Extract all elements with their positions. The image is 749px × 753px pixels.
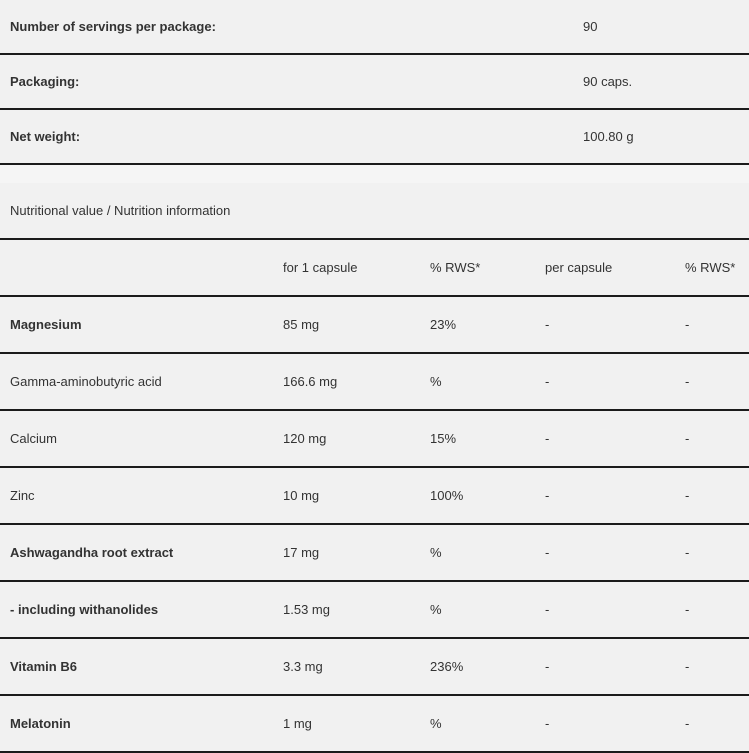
amount-per-capsule: - — [545, 488, 550, 503]
amount-for-1-capsule: 166.6 mg — [283, 374, 338, 389]
product-info-table — [0, 0, 749, 165]
rws-percent: 236% — [430, 659, 464, 674]
rws-percent-2: - — [685, 659, 690, 674]
ingredient-name: Melatonin — [10, 716, 71, 731]
ingredient-name: Ashwagandha root extract — [10, 545, 174, 560]
ingredient-name: Calcium — [10, 431, 57, 446]
amount-per-capsule: - — [545, 659, 550, 674]
table-gap — [0, 165, 749, 183]
rws-percent-2: - — [685, 488, 690, 503]
column-header: % RWS* — [685, 260, 736, 275]
nutrition-section-title: Nutritional value / Nutrition information — [10, 203, 231, 218]
nutrition-header-row — [0, 240, 749, 297]
ingredient-name: Zinc — [10, 488, 35, 503]
info-label: Number of servings per package: — [10, 19, 216, 34]
nutrition-table — [0, 183, 749, 753]
rws-percent-2: - — [685, 716, 690, 731]
rws-percent: 100% — [430, 488, 464, 503]
rws-percent-2: - — [685, 431, 690, 446]
nutrition-row — [0, 297, 749, 354]
amount-for-1-capsule: 1 mg — [283, 716, 312, 731]
ingredient-name: Gamma-aminobutyric acid — [10, 374, 162, 389]
amount-per-capsule: - — [545, 431, 550, 446]
amount-for-1-capsule: 85 mg — [283, 317, 320, 332]
column-header: % RWS* — [430, 260, 481, 275]
amount-per-capsule: - — [545, 602, 550, 617]
amount-for-1-capsule: 10 mg — [283, 488, 320, 503]
amount-for-1-capsule: 17 mg — [283, 545, 320, 560]
amount-for-1-capsule: 1.53 mg — [283, 602, 330, 617]
info-label: Net weight: — [10, 129, 81, 144]
rws-percent: % — [430, 602, 442, 617]
ingredient-name: - including withanolides — [10, 602, 159, 617]
amount-for-1-capsule: 120 mg — [283, 431, 327, 446]
nutrition-row — [0, 411, 749, 468]
nutrition-row — [0, 468, 749, 525]
rws-percent-2: - — [685, 317, 690, 332]
info-value: 100.80 g — [583, 129, 634, 144]
info-row — [0, 110, 749, 165]
amount-for-1-capsule: 3.3 mg — [283, 659, 323, 674]
amount-per-capsule: - — [545, 716, 550, 731]
info-value: 90 — [583, 19, 598, 34]
rws-percent: 23% — [430, 317, 457, 332]
info-label: Packaging: — [10, 74, 80, 89]
rws-percent: % — [430, 374, 442, 389]
column-header: per capsule — [545, 260, 613, 275]
nutrition-section-row — [0, 183, 749, 240]
rws-percent: % — [430, 545, 442, 560]
amount-per-capsule: - — [545, 374, 550, 389]
rws-percent-2: - — [685, 374, 690, 389]
info-row — [0, 0, 749, 55]
nutrition-row — [0, 639, 749, 696]
rws-percent: % — [430, 716, 442, 731]
amount-per-capsule: - — [545, 545, 550, 560]
rws-percent: 15% — [430, 431, 457, 446]
info-value: 90 caps. — [583, 74, 633, 89]
nutrition-rows — [0, 297, 749, 753]
rws-percent-2: - — [685, 545, 690, 560]
amount-per-capsule: - — [545, 317, 550, 332]
ingredient-name: Vitamin B6 — [10, 659, 77, 674]
ingredient-name: Magnesium — [10, 317, 82, 332]
info-row — [0, 55, 749, 110]
column-header: for 1 capsule — [283, 260, 358, 275]
rws-percent-2: - — [685, 602, 690, 617]
nutrition-row — [0, 354, 749, 411]
nutrition-row — [0, 582, 749, 639]
nutrition-row — [0, 525, 749, 582]
nutrition-row — [0, 696, 749, 753]
